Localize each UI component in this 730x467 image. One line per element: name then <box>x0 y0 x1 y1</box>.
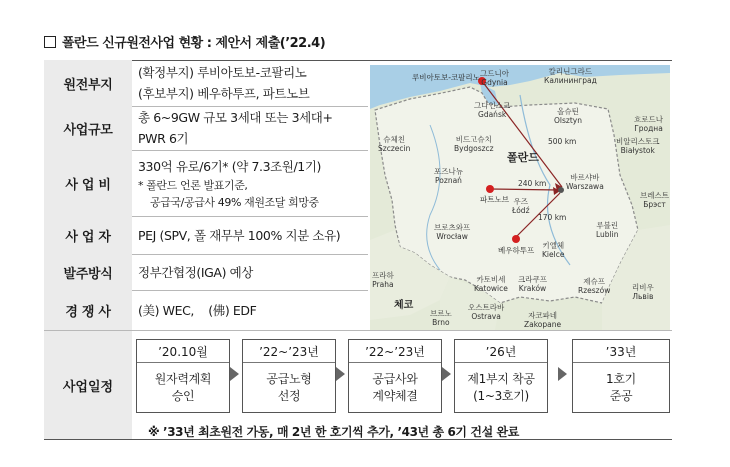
step-desc: 제1부지 착공 (1~3호기) <box>467 372 535 403</box>
city-label: 리비우 Львів <box>632 283 654 301</box>
step-desc: 공급사와 계약체결 <box>372 372 418 403</box>
row-value-line: 정부간협정(IGA) 예상 <box>138 264 253 280</box>
row-value-subline: 공급국/공급사 49% 재원조달 희망중 <box>150 195 319 209</box>
city-label: 올슈틴 Olsztyn <box>554 107 582 125</box>
city-label: 프라하 Praha <box>372 271 394 289</box>
city-label: 키엘체 Kielce <box>542 241 565 259</box>
page-title <box>44 32 325 51</box>
row-label: 사업규모 <box>44 106 132 150</box>
row-value-line: 총 6~9GW 규모 3세대 또는 3세대+ <box>138 110 333 125</box>
row-scale <box>44 106 368 151</box>
city-label: 브로츠와프 Wrocław <box>434 223 471 241</box>
arrow-right-icon <box>558 367 567 381</box>
schedule-step <box>572 339 670 413</box>
row-label: 경 쟁 사 <box>44 290 132 330</box>
step-date: ’22~’23년 <box>349 340 441 363</box>
city-label: 칼리닌그라드 Калининград <box>544 67 597 85</box>
step-date: ’22~’23년 <box>243 340 335 363</box>
site-label: 베우하투프 <box>498 246 535 255</box>
city-label: 브레스트 Брэст <box>640 191 669 209</box>
row-label: 사 업 비 <box>44 150 132 216</box>
city-label: 흐로드나 Гродна <box>634 115 663 133</box>
row-value <box>138 106 368 150</box>
city-label: 브르노 Brno <box>430 309 452 327</box>
city-label: 오스트라바 Ostrava <box>468 303 505 321</box>
city-label: 그드니아 Gdynia <box>480 69 509 87</box>
row-value <box>138 60 368 106</box>
city-label: 크라쿠프 Kraków <box>518 275 547 293</box>
schedule-step <box>348 339 442 413</box>
city-label: 루블린 Lublin <box>596 221 619 239</box>
row-value-line: PWR 6기 <box>138 131 189 146</box>
row-label: 발주방식 <box>44 254 132 290</box>
row-operator <box>44 216 368 255</box>
step-desc: 1호기 준공 <box>606 372 636 403</box>
checkbox-square-icon <box>44 36 56 48</box>
row-value <box>138 150 368 216</box>
row-site <box>44 60 368 107</box>
city-label: 비알리스토크 Białystok <box>616 137 660 155</box>
row-value-line: (확정부지) 루비아토보-코팔리노 <box>138 65 307 80</box>
city-label: 그다인스크 Gdańsk <box>474 101 511 119</box>
city-label: 슈체친 Szczecin <box>378 135 411 153</box>
schedule-label: 사업일정 <box>44 331 132 439</box>
row-value-line: (후보부지) 베우하투프, 파트노브 <box>138 86 310 101</box>
row-value-subline: * 폴란드 언론 발표기준, <box>138 178 248 192</box>
step-desc: 원자력계획 승인 <box>154 372 212 403</box>
step-date: ’33년 <box>573 340 669 363</box>
city-label: 비드고슈치 Bydgoszcz <box>454 135 494 153</box>
distance-label: 240 km <box>518 179 547 188</box>
arrow-right-icon <box>230 367 239 381</box>
poland-map <box>370 65 670 330</box>
city-label: 카토비세 Katowice <box>474 275 508 293</box>
schedule-step <box>242 339 336 413</box>
arrow-right-icon <box>442 367 451 381</box>
row-value <box>138 254 368 290</box>
site-marker-belchatow <box>512 235 520 243</box>
row-cost <box>44 150 368 217</box>
schedule-note: ※ ’33년 최초원전 가동, 매 2년 한 호기씩 추가, ’43년 총 6기 건설 완료 <box>148 425 519 439</box>
row-label: 사 업 자 <box>44 216 132 254</box>
row-value-line: (美) WEC, (佛) EDF <box>138 302 257 318</box>
site-marker-patnow <box>486 185 494 193</box>
row-value <box>138 290 368 330</box>
schedule-step <box>136 339 230 413</box>
distance-label: 170 km <box>538 213 567 222</box>
step-date: ’20.10월 <box>137 340 229 363</box>
city-label: 포즈나뉴 Poznań <box>434 167 463 185</box>
row-procurement <box>44 254 368 291</box>
city-label: 자코파네 Zakopane <box>524 311 562 329</box>
city-label: 제슈프 Rzeszów <box>578 277 611 295</box>
arrow-right-icon <box>336 367 345 381</box>
site-label: 파트노브 <box>480 195 509 204</box>
row-value-line: 330억 유로/6기* (약 7.3조원/1기) <box>138 158 321 174</box>
row-label: 원전부지 <box>44 60 132 106</box>
city-label: 바르샤바 Warszawa <box>566 173 604 191</box>
row-value <box>138 216 368 254</box>
row-competitors <box>44 290 368 331</box>
country-label: 폴란드 <box>507 151 539 164</box>
step-desc: 공급노형 선정 <box>266 372 312 403</box>
city-label: 우즈 Łódź <box>512 197 530 215</box>
site-label: 루비아토보-코팔리노 <box>412 73 480 82</box>
page-title-text: 폴란드 신규원전사업 현황 : 제안서 제출(’22.4) <box>62 36 326 51</box>
schedule-step <box>454 339 548 413</box>
step-date: ’26년 <box>455 340 547 363</box>
city-label: 체코 <box>394 300 414 311</box>
distance-label: 500 km <box>548 137 577 146</box>
row-value-line: PEJ (SPV, 폴 재무부 100% 지분 소유) <box>138 227 341 243</box>
